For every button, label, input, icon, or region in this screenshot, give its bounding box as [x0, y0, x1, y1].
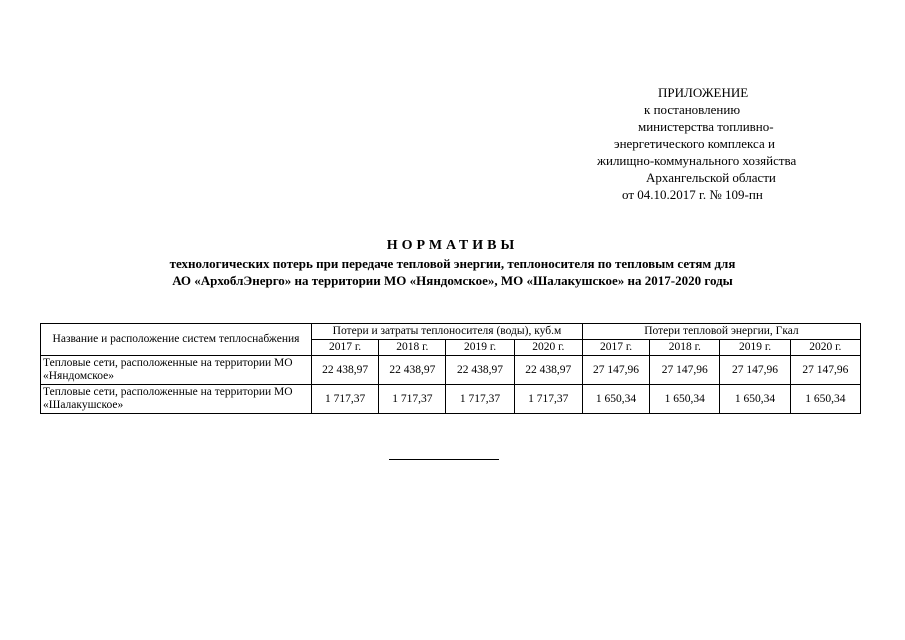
row-name: Тепловые сети, расположенные на территории МО «Шалакушское»: [41, 385, 312, 414]
header-year: 2018 г.: [650, 340, 720, 356]
appendix-line: жилищно-коммунального хозяйства: [597, 153, 797, 168]
header-year: 2018 г.: [379, 340, 446, 356]
header-year: 2020 г.: [514, 340, 582, 356]
row-value: 1 717,37: [311, 385, 378, 414]
row-value: 27 147,96: [650, 356, 720, 385]
row-value: 22 438,97: [446, 356, 514, 385]
appendix-line: от 04.10.2017 г. № 109-пн: [622, 187, 763, 202]
document-title: [0, 237, 905, 289]
header-year: 2017 г.: [311, 340, 378, 356]
title-line-1: технологических потерь при передаче тепловой энергии, теплоносителя по тепловым сетям для: [169, 256, 736, 271]
row-value: 1 650,34: [790, 385, 860, 414]
row-value: 22 438,97: [311, 356, 378, 385]
row-value: 1 717,37: [446, 385, 514, 414]
row-value: 1 650,34: [650, 385, 720, 414]
row-value: 1 650,34: [720, 385, 790, 414]
header-coolant-losses: Потери и затраты теплоносителя (воды), куб.м: [311, 324, 582, 340]
appendix-line: министерства топливно-: [638, 119, 774, 134]
row-value: 1 717,37: [514, 385, 582, 414]
header-year: 2019 г.: [720, 340, 790, 356]
header-year: 2017 г.: [582, 340, 649, 356]
header-year: 2019 г.: [446, 340, 514, 356]
appendix-line: энергетического комплекса и: [614, 136, 775, 151]
appendix-line: ПРИЛОЖЕНИЕ: [658, 85, 749, 100]
row-value: 22 438,97: [514, 356, 582, 385]
row-value: 1 717,37: [379, 385, 446, 414]
row-value: 27 147,96: [582, 356, 649, 385]
title-heading: НОРМАТИВЫ: [386, 238, 519, 253]
row-value: 27 147,96: [790, 356, 860, 385]
appendix-line: к постановлению: [644, 102, 741, 117]
header-heat-losses: Потери тепловой энергии, Гкал: [582, 324, 860, 340]
appendix-line: Архангельской области: [646, 170, 776, 185]
table-row: [41, 356, 861, 385]
norms-table: [40, 323, 861, 414]
end-divider: [389, 459, 499, 460]
header-year: 2020 г.: [790, 340, 860, 356]
table-row: [41, 385, 861, 414]
header-system-name: Название и расположение систем теплоснабжения: [41, 324, 312, 356]
title-line-2: АО «АрхоблЭнерго» на территории МО «Няндомское», МО «Шалакушское» на 2017-2020 годы: [172, 273, 733, 288]
row-value: 22 438,97: [379, 356, 446, 385]
table-header-row: [41, 324, 861, 340]
appendix-block: [560, 84, 870, 203]
row-value: 1 650,34: [582, 385, 649, 414]
row-name: Тепловые сети, расположенные на территории МО «Няндомское»: [41, 356, 312, 385]
row-value: 27 147,96: [720, 356, 790, 385]
